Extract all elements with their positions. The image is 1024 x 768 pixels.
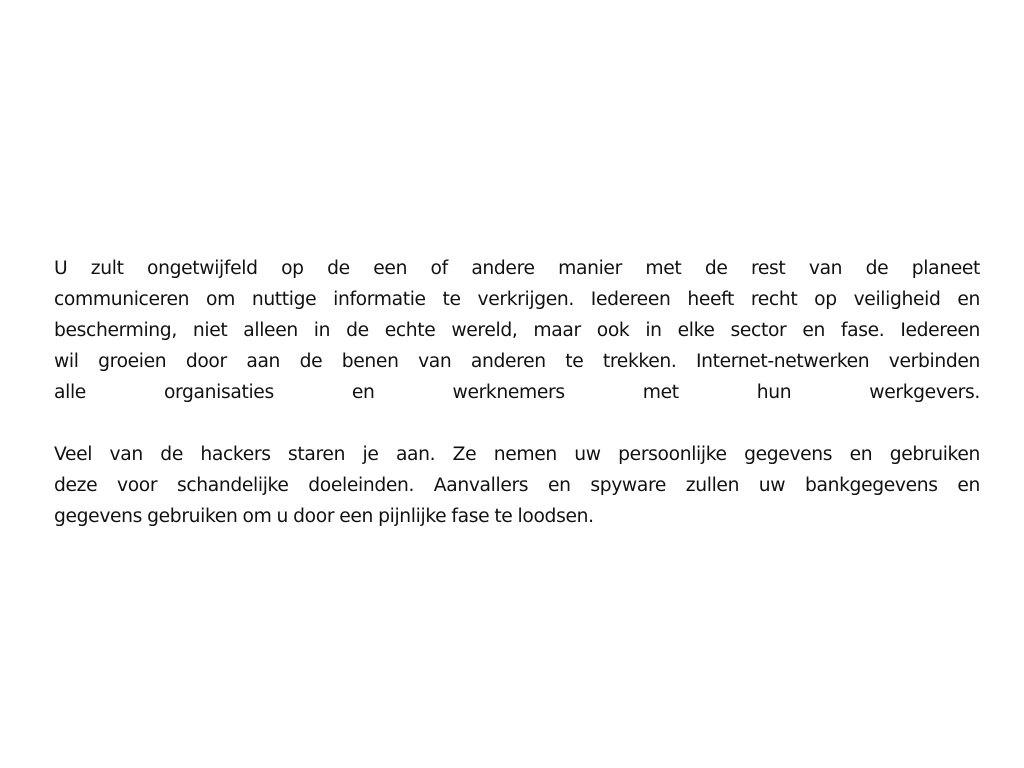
paragraph-line: wil groeien door aan de benen van anderen te trekken. Internet-netwerken verbinden — [54, 351, 980, 372]
paragraph-line: Veel van de hackers staren je aan. Ze nemen uw persoonlijke gegevens en gebruiken — [54, 444, 980, 465]
paragraph-line: U zult ongetwijfeld op de een of andere manier met de rest van de planeet — [54, 258, 980, 279]
paragraph-line: communiceren om nuttige informatie te verkrijgen. Iedereen heeft recht op veiligheid en — [54, 289, 980, 310]
paragraph-1 — [54, 253, 980, 408]
body-text — [54, 253, 980, 532]
paragraph-line: deze voor schandelijke doeleinden. Aanvallers en spyware zullen uw bankgegevens en — [54, 475, 980, 496]
paragraph-line: alle organisaties en werknemers met hun werkgevers. — [54, 382, 980, 403]
paragraph-2 — [54, 439, 980, 532]
paragraph-line: bescherming, niet alleen in de echte wereld, maar ook in elke sector en fase. Iedereen — [54, 320, 980, 341]
paragraph-line: gegevens gebruiken om u door een pijnlijke fase te loodsen. — [54, 506, 594, 527]
paragraph-gap — [54, 408, 980, 439]
